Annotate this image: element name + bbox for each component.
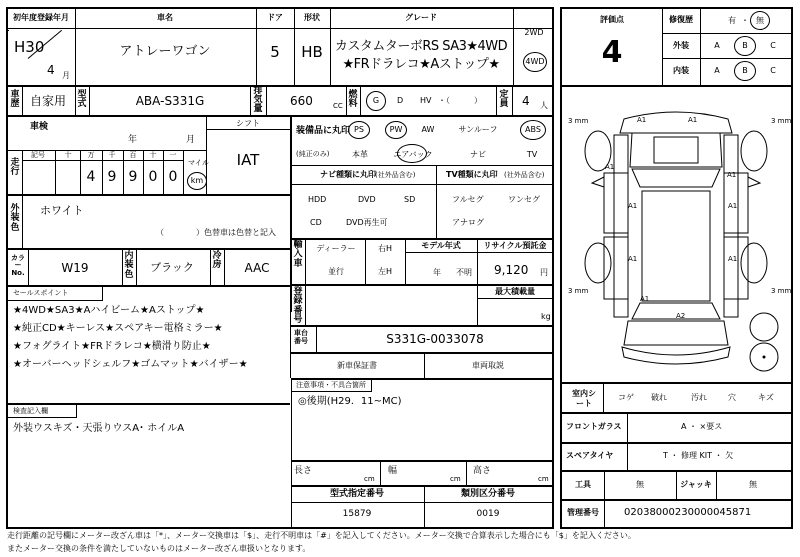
equip-tv: TV — [526, 150, 538, 159]
first-reg-month: 4 — [47, 63, 55, 77]
tools-value: 無 — [636, 480, 644, 489]
mileage-unit-0: 十 — [64, 151, 72, 159]
sales-points-label: セールスポイント — [13, 289, 69, 297]
car-name-value: アトレーワゴン — [119, 44, 211, 59]
glass-label: フロントガラス — [566, 422, 622, 431]
capacity-value: 4 — [522, 94, 530, 108]
tv-title: TV種類に丸印 — [446, 170, 498, 179]
score-label: 評価点 — [600, 15, 624, 24]
recycle-unit: 円 — [540, 268, 548, 277]
doors-value: 5 — [270, 43, 280, 61]
repair-yes: 有 — [728, 16, 736, 25]
color-no-label: カラーNo. — [11, 254, 25, 277]
equip-ps: PS — [354, 125, 364, 134]
import-dealer: ディーラー — [316, 244, 356, 253]
equipment-label: 装備品に丸印 — [296, 126, 351, 136]
damage-mark-3: A1 — [605, 163, 615, 171]
exterior-label: 外装 — [673, 41, 689, 50]
import-label: 輸入車 — [293, 240, 303, 269]
recycle-label: リサイクル預託金 — [483, 241, 547, 250]
repair-no: 無 — [756, 16, 764, 25]
mileage-unit-2: 千 — [108, 151, 116, 159]
inspection-month: 月 — [186, 135, 196, 145]
inspector-label: 検査記入欄 — [13, 407, 48, 415]
shift-label: シフト — [236, 119, 260, 128]
mileage-unit-4: 十 — [149, 151, 157, 159]
footer-line-1: 走行距離の記号欄にメーター改ざん車は「*」、メーター交換車は「$」、走行不明車は「#」を記入してください。メーター交換で合算表示した場合にも「$」を記入ください。 — [7, 531, 636, 540]
interior-a: A — [714, 66, 720, 75]
tire-rl-depth: 3 mm — [568, 287, 589, 295]
shape-label: 形状 — [304, 13, 320, 22]
jack-value: 無 — [749, 480, 757, 489]
shape-value: HB — [301, 43, 323, 61]
usage-value: 自家用 — [29, 94, 67, 108]
type-no-value: 15879 — [342, 509, 372, 519]
capacity-label: 定員 — [499, 90, 509, 110]
damage-mark-10: A2 — [676, 312, 686, 320]
color-value: ホワイト — [40, 204, 84, 217]
mileage-unit-1: 万 — [87, 151, 95, 159]
interior-c: C — [770, 66, 776, 75]
dims-width-label: 幅 — [388, 466, 398, 476]
navi-title: ナビ種類に丸印 — [320, 170, 376, 179]
navi-hdd: HDD — [308, 195, 327, 204]
mgmt-value: 02038000230000045871 — [624, 507, 752, 518]
equip-sunroof: サンルーフ — [458, 125, 498, 134]
tv-sub: (社外品含む) — [504, 171, 545, 179]
damage-mark-2: A1 — [688, 116, 698, 124]
fuel-other: ・（ ） — [438, 96, 482, 105]
car-damage-diagram — [562, 87, 791, 382]
damage-mark-1: A1 — [637, 116, 647, 124]
tv-fullseg: フルセグ — [452, 195, 484, 204]
tire-fl-depth: 3 mm — [568, 117, 589, 125]
navi-dvd: DVD — [358, 195, 376, 204]
mileage-kigou: 記号 — [31, 151, 45, 159]
color-no-value: W19 — [61, 261, 89, 275]
car-name-label: 車名 — [157, 13, 173, 22]
sales-point-line-1: ★4WD★SA3★Aハイビーム★Aストップ★ — [13, 305, 205, 316]
sales-point-line-4: ★オーバーヘッドシェルフ★ゴムマット★バイザー★ — [13, 359, 248, 370]
usage-label: 車歴 — [10, 90, 20, 110]
chassis-label: 車台番号 — [294, 329, 308, 345]
first-reg-year: H30 — [14, 38, 45, 56]
glass-value: A ・ ×要ス — [681, 422, 723, 431]
inspection-label: 車検 — [30, 122, 49, 132]
mileage-label: 走行 — [10, 158, 20, 178]
repair-sep: ・ — [741, 16, 749, 25]
model-year-label: モデル年式 — [421, 241, 461, 250]
damage-mark-6: A1 — [728, 202, 738, 210]
drive-2wd: 2WD — [524, 28, 544, 37]
aircon-label: 冷房 — [212, 251, 222, 271]
drive-4wd: 4WD — [525, 57, 545, 66]
regno-label: 登録番号 — [293, 287, 303, 326]
chassis-value: S331G-0033078 — [386, 332, 484, 346]
tire-rr-depth: 3 mm — [771, 287, 792, 295]
first-reg-month-unit: 月 — [62, 71, 70, 80]
doors-label: ドア — [267, 13, 283, 22]
fuel-hv: HV — [420, 96, 432, 105]
mileage-digit-1: 4 — [86, 169, 96, 185]
displacement-value: 660 — [290, 94, 313, 108]
displacement-label: 排気量 — [253, 86, 263, 114]
tv-oneseg: ワンセグ — [508, 195, 540, 204]
footer-line-2: またメーター交換の条件を満たしていないものはメーター改ざん車扱いとなります。 — [7, 544, 311, 553]
displacement-unit: CC — [333, 102, 343, 110]
damage-mark-8: A1 — [728, 255, 738, 263]
exterior-c: C — [770, 41, 776, 50]
seat-item-2: 破れ — [651, 393, 667, 402]
mileage-digit-4: 0 — [148, 169, 158, 185]
navi-sub: (社外品含む) — [375, 171, 416, 179]
inspector-value: 外装ウスキズ・天張りウスA･ ホイルA — [13, 423, 185, 434]
seat-item-1: コゲ — [618, 393, 634, 402]
damage-mark-7: A1 — [628, 255, 638, 263]
repair-label: 修復歴 — [669, 15, 693, 24]
exterior-a: A — [714, 41, 720, 50]
fuel-g: G — [372, 96, 380, 105]
recycle-value: 9,120 — [494, 263, 529, 277]
inspection-year: 年 — [128, 135, 138, 145]
damage-mark-5: A1 — [628, 202, 638, 210]
model-value: ABA-S331G — [135, 94, 205, 108]
spare-label: スペアタイヤ — [566, 451, 614, 460]
mileage-digit-3: 9 — [128, 169, 138, 185]
mileage-unit-3: 百 — [129, 151, 137, 159]
mileage-km: km — [190, 176, 204, 185]
mileage-unit-5: 一 — [169, 151, 177, 159]
model-year-year: 年 — [433, 268, 441, 277]
interior-color-value: ブラック — [150, 261, 194, 274]
color-label: 外装色 — [10, 204, 20, 233]
color-change-note: （ ）色替車は色替と記入 — [156, 228, 276, 237]
max-load-unit: kg — [541, 312, 551, 321]
interior-color-label: 内装色 — [124, 251, 134, 280]
equip-leather: 本革 — [352, 150, 368, 159]
interior-label: 内装 — [673, 66, 689, 75]
tv-analog: アナログ — [452, 218, 484, 227]
dims-length-label: 長さ — [294, 466, 313, 476]
exterior-b: B — [742, 41, 748, 50]
import-parallel: 並行 — [328, 267, 344, 276]
equipment-sub: (純正のみ) — [296, 150, 330, 158]
jack-label: ジャッキ — [680, 480, 712, 489]
fuel-label: 燃料 — [348, 90, 358, 110]
seat-label: 室内シート — [572, 389, 596, 408]
equip-aw: AW — [421, 125, 435, 134]
mileage-digit-2: 9 — [107, 169, 117, 185]
class-no-value: 0019 — [476, 509, 500, 519]
dims-height-label: 高さ — [473, 466, 492, 476]
mileage-mile: マイル — [188, 159, 209, 167]
equip-navi: ナビ — [470, 150, 486, 159]
equip-airbag: エアバック — [393, 150, 433, 159]
dims-width-unit: cm — [450, 475, 461, 483]
tools-label: 工具 — [575, 480, 591, 489]
navi-dvd-play: DVD再生可 — [346, 218, 388, 227]
notes-label: 注意事項・不具合箇所 — [296, 381, 366, 389]
score-value: 4 — [601, 35, 623, 70]
sales-point-line-3: ★フォグライト★FRドラレコ★横滑り防止★ — [13, 341, 211, 352]
seat-item-4: 穴 — [728, 393, 736, 402]
shift-value: IAT — [236, 151, 260, 169]
dims-length-unit: cm — [364, 475, 375, 483]
navi-sd: SD — [404, 195, 416, 204]
equip-abs: ABS — [525, 125, 541, 134]
import-right: 右H — [377, 244, 393, 253]
sales-point-line-2: ★純正CD★キーレス★スペアキー電格ミラー★ — [13, 323, 223, 334]
warranty-manual: 車両取説 — [472, 361, 504, 370]
grade-line1: カスタムターボRS SA3★4WD — [334, 39, 508, 54]
fuel-d: D — [397, 96, 404, 105]
type-no-label: 型式指定番号 — [329, 489, 385, 499]
grade-label: グレード — [405, 13, 437, 22]
model-label: 型式 — [77, 90, 87, 110]
damage-mark-9: A1 — [640, 295, 650, 303]
mileage-digit-5: 0 — [168, 169, 178, 185]
grade-line2: ★FRドラレコ★Aストップ★ — [342, 57, 500, 72]
navi-cd: CD — [310, 218, 322, 227]
equip-pw: PW — [389, 125, 403, 134]
tire-fr-depth: 3 mm — [771, 117, 792, 125]
dims-height-unit: cm — [538, 475, 549, 483]
warranty-new: 新車保証書 — [337, 361, 377, 370]
interior-b: B — [742, 66, 748, 75]
mgmt-label: 管理番号 — [567, 508, 599, 517]
max-load-label: 最大積載量 — [495, 287, 535, 296]
damage-mark-4: A1 — [727, 171, 737, 179]
import-left: 左H — [377, 267, 393, 276]
seat-item-3: 汚れ — [691, 393, 707, 402]
capacity-unit: 人 — [540, 101, 548, 110]
notes-value: ◎後期(H29．11~MC) — [298, 396, 402, 407]
seat-item-5: キズ — [758, 393, 774, 402]
model-year-unknown: 不明 — [456, 268, 472, 277]
first-reg-label: 初年度登録年月 — [13, 13, 69, 22]
class-no-label: 類別区分番号 — [460, 489, 516, 499]
aircon-value: AAC — [244, 261, 270, 275]
spare-value: T ・ 修理 KIT ・ 欠 — [663, 451, 734, 460]
